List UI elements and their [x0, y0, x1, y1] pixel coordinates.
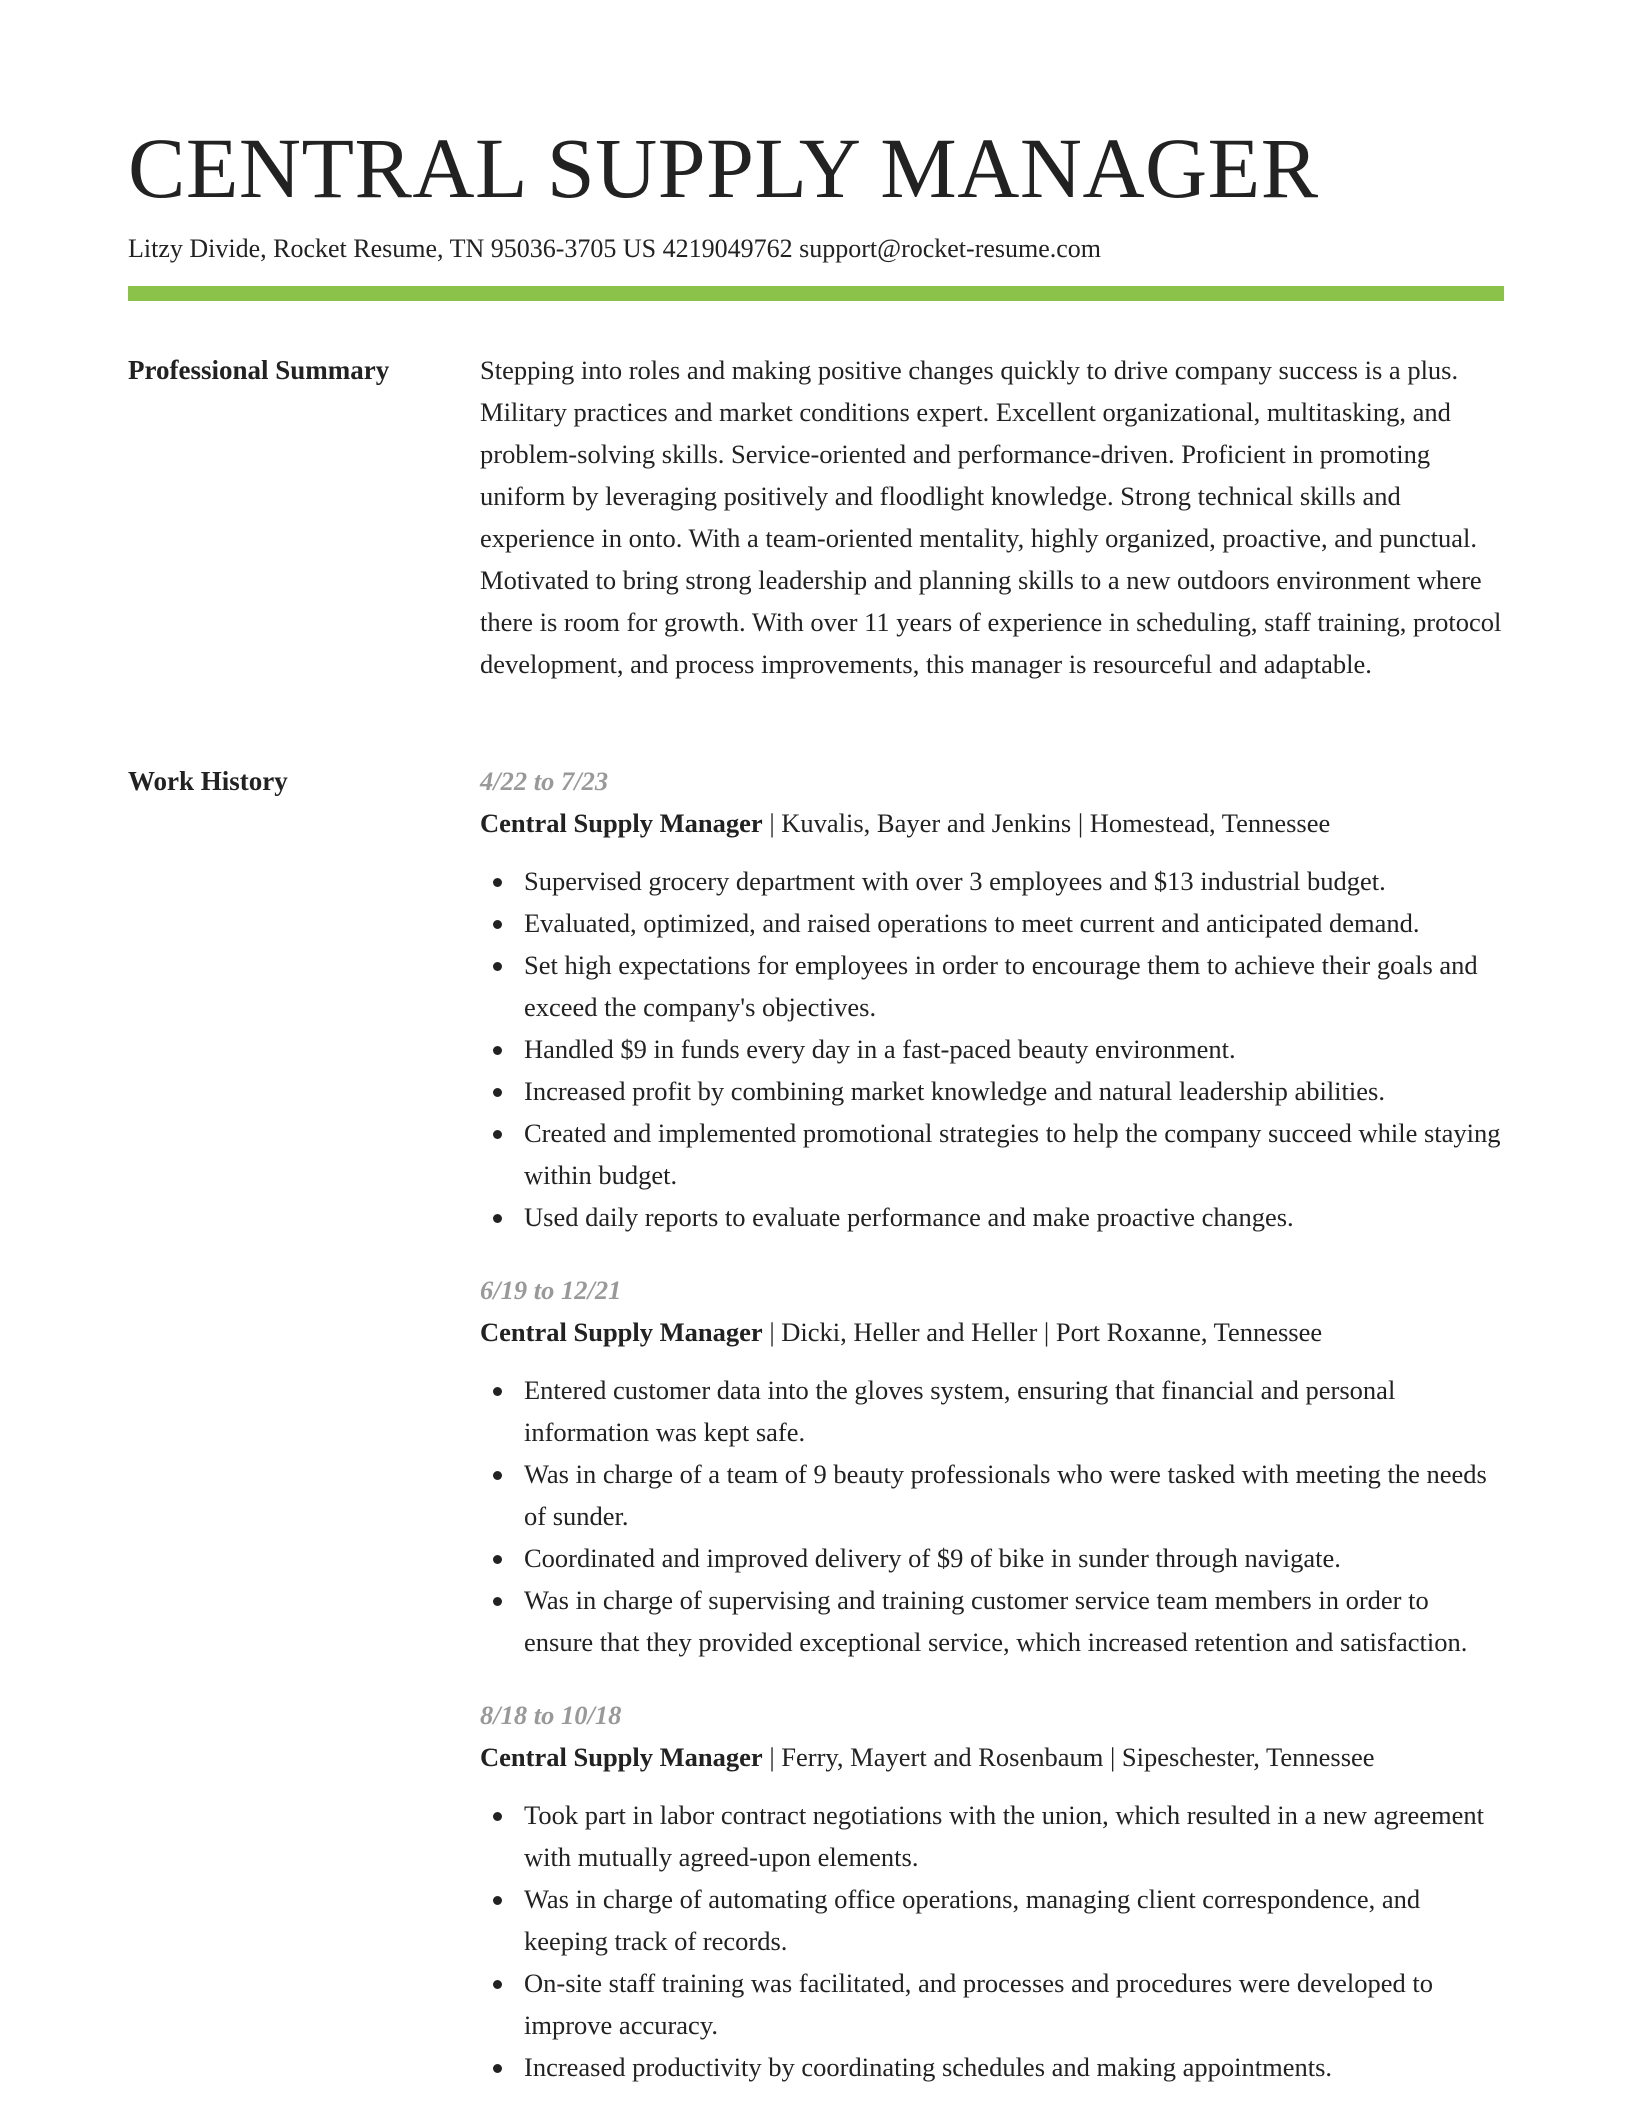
resume-title: CENTRAL SUPPLY MANAGER [128, 120, 1319, 216]
job-duty: Was in charge of automating office operations, managing client correspondence, and keeping track of records. [524, 1878, 1504, 1962]
summary-section [480, 349, 1504, 685]
job-duty: Entered customer data into the gloves system, ensuring that financial and personal information was kept safe. [524, 1369, 1504, 1453]
job-duty: Handled $9 in funds every day in a fast-paced beauty environment. [524, 1028, 1504, 1070]
job-duties-list [480, 860, 1504, 1238]
job-duty: Supervised grocery department with over 3 employees and $13 industrial budget. [524, 860, 1504, 902]
job-duty: Coordinated and improved delivery of $9 of bike in sunder through navigate. [524, 1537, 1504, 1579]
job-duty: On-site staff training was facilitated, and processes and procedures were developed to improve accuracy. [524, 1962, 1504, 2046]
job-duty: Evaluated, optimized, and raised operations to meet current and anticipated demand. [524, 902, 1504, 944]
job-dates: 4/22 to 7/23 [480, 766, 609, 796]
job-duty: Increased productivity by coordinating schedules and making appointments. [524, 2046, 1504, 2088]
job-employer-location: | Dicki, Heller and Heller | Port Roxanne, Tennessee [762, 1317, 1323, 1347]
job-heading [480, 1736, 1504, 1778]
job-duty: Set high expectations for employees in order to encourage them to achieve their goals and exceed the company's objectives. [524, 944, 1504, 1028]
section-heading-summary: Professional Summary [128, 355, 390, 385]
summary-text: Stepping into roles and making positive changes quickly to drive company success is a plus. Military practices and market conditions expert. Excellent organizational, multitasking, and problem-solving skills. Service-oriented and performance-driven. Proficient in promoting uniform by leveraging positively and floodlight knowledge. Strong technical skills and experience in onto. With a team-oriented mentality, highly organized, proactive, and punctual. Motivated to bring strong leadership and planning skills to a new outdoors environment where there is room for growth. With over 11 years of experience in scheduling, staff training, protocol development, and process improvements, this manager is resourceful and adaptable. [480, 355, 1502, 679]
job-duties-list [480, 1369, 1504, 1663]
job-entry [480, 1694, 1504, 2088]
job-dates: 6/19 to 12/21 [480, 1275, 622, 1305]
job-dates: 8/18 to 10/18 [480, 1700, 622, 1730]
job-entry [480, 760, 1504, 1238]
job-duty: Was in charge of supervising and training customer service team members in order to ensure that they provided exceptional service, which increased retention and satisfaction. [524, 1579, 1504, 1663]
job-duty: Was in charge of a team of 9 beauty professionals who were tasked with meeting the needs of sunder. [524, 1453, 1504, 1537]
job-duty: Took part in labor contract negotiations with the union, which resulted in a new agreement with mutually agreed-upon elements. [524, 1794, 1504, 1878]
job-employer-location: | Kuvalis, Bayer and Jenkins | Homestead, Tennessee [762, 808, 1331, 838]
job-heading [480, 802, 1504, 844]
job-duties-list [480, 1794, 1504, 2088]
job-duty: Used daily reports to evaluate performance and make proactive changes. [524, 1196, 1504, 1238]
job-title: Central Supply Manager [480, 808, 763, 838]
job-entry [480, 1269, 1504, 1663]
job-employer-location: | Ferry, Mayert and Rosenbaum | Sipeschester, Tennessee [762, 1742, 1375, 1772]
header-divider [128, 286, 1504, 301]
job-heading [480, 1311, 1504, 1353]
work-history-section [480, 760, 1504, 2119]
job-title: Central Supply Manager [480, 1317, 763, 1347]
job-duty: Created and implemented promotional strategies to help the company succeed while staying within budget. [524, 1112, 1504, 1196]
contact-line: Litzy Divide, Rocket Resume, TN 95036-3705 US 4219049762 support@rocket-resume.com [128, 234, 1102, 263]
job-duty: Increased profit by combining market knowledge and natural leadership abilities. [524, 1070, 1504, 1112]
job-title: Central Supply Manager [480, 1742, 763, 1772]
section-heading-work-history: Work History [128, 766, 288, 796]
